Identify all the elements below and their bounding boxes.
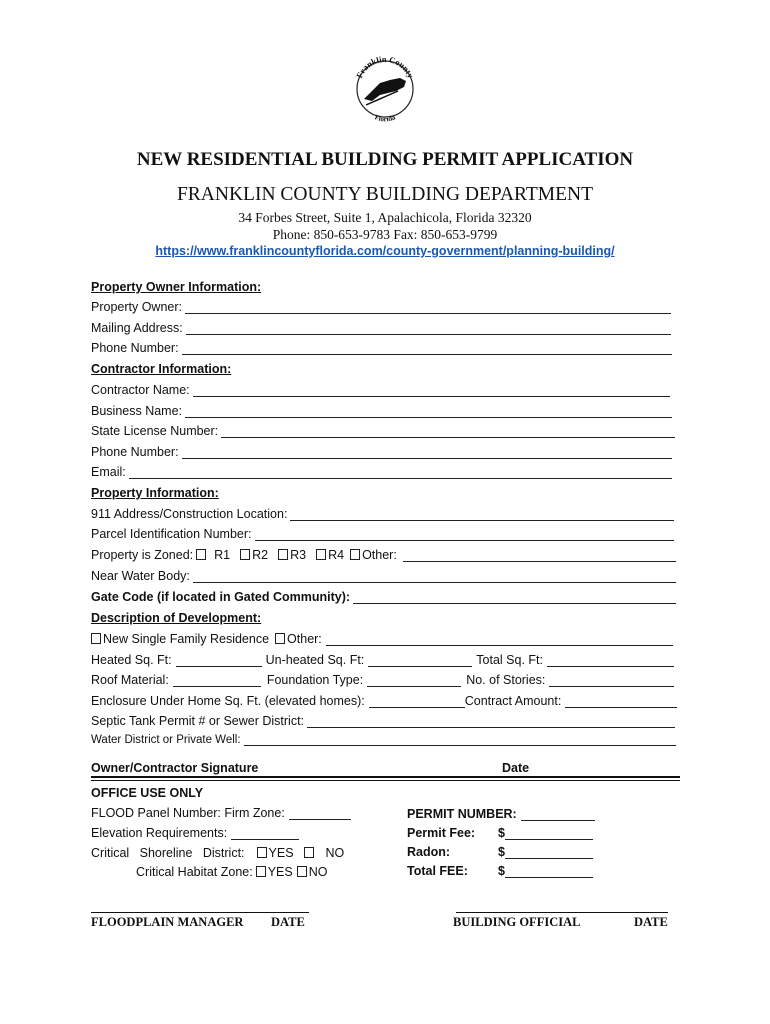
radon-label: Radon:	[407, 845, 451, 859]
address-911-label: 911 Address/Construction Location:	[91, 507, 288, 521]
zone-other-field[interactable]	[403, 547, 676, 562]
email-field[interactable]	[129, 464, 672, 479]
official-date-label: DATE	[634, 915, 668, 929]
mailing-address-field[interactable]	[186, 320, 671, 335]
heated-field[interactable]	[176, 652, 262, 667]
official-signature-line[interactable]	[456, 912, 668, 913]
owner-signature-label: Owner/Contractor Signature	[91, 761, 259, 775]
habitat-yes-checkbox[interactable]	[256, 866, 266, 877]
zone-r1-label: R1	[214, 548, 231, 562]
total-fee-dollar: $	[498, 864, 505, 878]
contract-amount-label: Contract Amount:	[464, 694, 562, 708]
zone-r2-checkbox[interactable]	[240, 549, 250, 560]
business-name-row	[91, 400, 672, 418]
unheated-field[interactable]	[368, 652, 472, 667]
parcel-field[interactable]	[255, 526, 675, 541]
office-use-heading: OFFICE USE ONLY	[91, 786, 204, 800]
water-district-row	[91, 728, 676, 746]
floodplain-date-label: DATE	[271, 915, 305, 929]
permit-number-label: PERMIT NUMBER:	[407, 807, 517, 821]
foundation-field[interactable]	[367, 672, 461, 687]
water-district-label: Water District or Private Well:	[91, 734, 241, 746]
zone-other-label: Other:	[362, 548, 397, 562]
floodplain-manager-label: FLOODPLAIN MANAGER	[91, 915, 244, 929]
department-address: 34 Forbes Street, Suite 1, Apalachicola, Florida 32320	[238, 210, 532, 225]
owner-phone-field[interactable]	[182, 340, 672, 355]
total-fee-row	[407, 860, 593, 878]
gate-code-field[interactable]	[353, 589, 676, 604]
heated-label: Heated Sq. Ft:	[91, 653, 172, 667]
mailing-address-label: Mailing Address:	[91, 321, 183, 335]
radon-row	[407, 841, 593, 859]
critical-shoreline-label: Critical Shoreline District:	[91, 846, 245, 860]
contractor-phone-label: Phone Number:	[91, 445, 179, 459]
zone-r3-label: R3	[290, 548, 307, 562]
property-owner-field[interactable]	[185, 299, 671, 314]
logo-bottom-text: Florida	[373, 113, 397, 124]
form-title: NEW RESIDENTIAL BUILDING PERMIT APPLICATION	[136, 149, 634, 170]
address-911-row	[91, 503, 674, 521]
total-sqft-field[interactable]	[547, 652, 674, 667]
radon-field[interactable]	[505, 844, 593, 859]
gate-code-label: Gate Code (if located in Gated Community):	[91, 590, 351, 604]
roof-field[interactable]	[173, 672, 261, 687]
development-section-heading: Description of Development:	[91, 611, 262, 625]
contractor-phone-row	[91, 441, 672, 459]
contractor-section-heading: Contractor Information:	[91, 362, 232, 376]
owner-section-heading: Property Owner Information:	[91, 280, 262, 294]
shoreline-no-checkbox[interactable]	[304, 847, 314, 858]
new-sfr-label: New Single Family Residence	[103, 632, 270, 646]
materials-row	[91, 669, 674, 687]
total-sqft-label: Total Sq. Ft:	[476, 653, 543, 667]
roof-label: Roof Material:	[91, 673, 169, 687]
elevation-field[interactable]	[231, 825, 299, 840]
department-website-link[interactable]: https://www.franklincountyflorida.com/county-government/planning-building/	[155, 244, 615, 258]
zoning-row	[91, 544, 676, 562]
zone-r1-checkbox[interactable]	[196, 549, 206, 560]
septic-label: Septic Tank Permit # or Sewer District:	[91, 714, 305, 728]
parcel-label: Parcel Identification Number:	[91, 527, 252, 541]
license-row	[91, 420, 675, 438]
contract-amount-field[interactable]	[565, 693, 677, 708]
zone-r4-checkbox[interactable]	[316, 549, 326, 560]
habitat-yes-label: YES	[267, 865, 293, 879]
development-other-label: Other:	[287, 632, 322, 646]
zone-other-checkbox[interactable]	[350, 549, 360, 560]
mailing-address-row	[91, 317, 671, 335]
franklin-county-logo	[350, 47, 420, 127]
flood-panel-field[interactable]	[289, 805, 351, 820]
building-official-label: BUILDING OFFICIAL	[453, 915, 581, 929]
development-type-row	[91, 628, 673, 646]
contractor-phone-field[interactable]	[182, 444, 672, 459]
critical-habitat-row	[136, 861, 327, 879]
stories-label: No. of Stories:	[466, 673, 546, 687]
water-body-label: Near Water Body:	[91, 569, 190, 583]
critical-shoreline-row	[91, 842, 344, 860]
shoreline-no-label: NO	[325, 846, 345, 860]
elevation-row	[91, 822, 299, 840]
total-fee-label: Total FEE:	[407, 864, 468, 878]
elevation-label: Elevation Requirements:	[91, 826, 228, 840]
license-label: State License Number:	[91, 424, 219, 438]
stories-field[interactable]	[549, 672, 674, 687]
sqft-row	[91, 649, 674, 667]
habitat-no-checkbox[interactable]	[297, 866, 307, 877]
water-district-field[interactable]	[244, 731, 676, 746]
radon-dollar: $	[498, 845, 505, 859]
flood-panel-row	[91, 802, 351, 820]
department-name: FRANKLIN COUNTY BUILDING DEPARTMENT	[176, 184, 594, 205]
zone-r2-label: R2	[252, 548, 269, 562]
property-owner-label: Property Owner:	[91, 300, 183, 314]
shoreline-yes-label: YES	[268, 846, 294, 860]
development-other-field[interactable]	[326, 631, 673, 646]
email-row	[91, 461, 672, 479]
department-phone-fax: Phone: 850-653-9783 Fax: 850-653-9799	[272, 227, 498, 242]
owner-phone-row	[91, 337, 672, 355]
flood-panel-label: FLOOD Panel Number: Firm Zone:	[91, 806, 285, 820]
business-name-label: Business Name:	[91, 404, 183, 418]
new-sfr-checkbox[interactable]	[91, 633, 101, 644]
septic-field[interactable]	[307, 713, 675, 728]
address-911-field[interactable]	[290, 506, 674, 521]
permit-fee-field[interactable]	[505, 825, 593, 840]
critical-habitat-label: Critical Habitat Zone:	[136, 865, 253, 879]
enclosure-field[interactable]	[369, 693, 465, 708]
zone-r4-label: R4	[328, 548, 345, 562]
permit-fee-label: Permit Fee:	[407, 826, 476, 840]
license-field[interactable]	[221, 423, 675, 438]
property-section-heading: Property Information:	[91, 486, 219, 500]
enclosure-row	[91, 690, 677, 708]
parcel-row	[91, 523, 674, 541]
permit-number-row	[407, 803, 595, 821]
email-label: Email:	[91, 465, 126, 479]
contractor-name-field[interactable]	[193, 382, 670, 397]
total-fee-field[interactable]	[505, 863, 593, 878]
development-other-checkbox[interactable]	[275, 633, 285, 644]
divider-thick	[91, 776, 680, 778]
contractor-name-label: Contractor Name:	[91, 383, 190, 397]
gate-code-row	[91, 586, 676, 604]
water-body-field[interactable]	[193, 568, 676, 583]
permit-fee-row	[407, 822, 593, 840]
business-name-field[interactable]	[185, 403, 672, 418]
floodplain-signature-line[interactable]	[91, 912, 309, 913]
shoreline-yes-checkbox[interactable]	[257, 847, 267, 858]
enclosure-label: Enclosure Under Home Sq. Ft. (elevated homes):	[91, 694, 365, 708]
foundation-label: Foundation Type:	[266, 673, 364, 687]
owner-phone-label: Phone Number:	[91, 341, 179, 355]
property-owner-row	[91, 296, 671, 314]
water-body-row	[91, 565, 676, 583]
permit-number-field[interactable]	[521, 806, 595, 821]
signature-date-label: Date	[502, 761, 530, 775]
unheated-label: Un-heated Sq. Ft:	[265, 653, 365, 667]
zone-r3-checkbox[interactable]	[278, 549, 288, 560]
septic-row	[91, 710, 675, 728]
permit-fee-dollar: $	[498, 826, 505, 840]
logo-top-text: Franklin County	[354, 53, 416, 80]
contractor-name-row	[91, 379, 670, 397]
divider-thin	[91, 780, 680, 781]
habitat-no-label: NO	[308, 865, 328, 879]
zoned-label: Property is Zoned:	[91, 548, 194, 562]
